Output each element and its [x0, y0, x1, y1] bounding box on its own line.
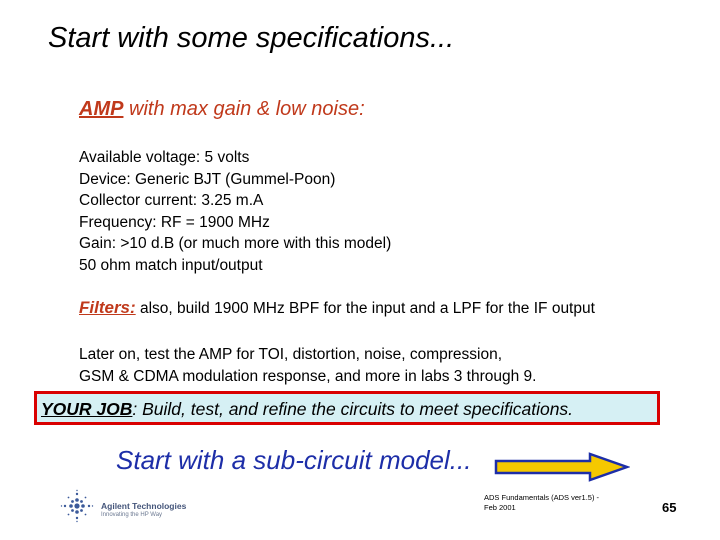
slide-title: Start with some specifications...	[48, 22, 455, 54]
job-description: : Build, test, and refine the circuits to meet specifications.	[132, 399, 574, 419]
job-label: YOUR JOB	[41, 399, 133, 419]
spec-item: 50 ohm match input/output	[79, 256, 263, 274]
logo-tagline: Innovating the HP Way	[101, 512, 163, 518]
filters-text: also, build 1900 MHz BPF for the input and a LPF for the IF output	[135, 300, 595, 317]
job-text	[41, 399, 573, 420]
amp-label: AMP	[79, 98, 124, 120]
footnote: ADS Fundamentals (ADS ver1.5) - Feb 2001	[484, 493, 600, 512]
filters-label: Filters:	[79, 298, 136, 317]
logo-name: Agilent Technologies	[101, 501, 187, 511]
spec-item: Available voltage: 5 volts	[79, 149, 250, 166]
right-arrow-icon	[494, 452, 630, 482]
spec-item: Device: Generic BJT (Gummel-Poon)	[79, 170, 336, 188]
subcircuit-caption: Start with a sub-circuit model...	[116, 445, 472, 475]
later-line: Later on, test the AMP for TOI, distortion, noise, compression,	[79, 346, 503, 363]
amp-heading-text: with max gain & low noise:	[123, 98, 365, 120]
spec-item: Gain: >10 d.B (or much more with this model)	[79, 235, 392, 253]
filters-line	[79, 298, 595, 318]
agilent-spark-icon	[60, 489, 94, 523]
spec-item: Collector current: 3.25 m.A	[79, 192, 264, 210]
spec-item: Frequency: RF = 1900 MHz	[79, 213, 270, 231]
page-number: 65	[662, 500, 677, 515]
spec-list	[79, 147, 391, 277]
later-line: GSM & CDMA modulation response, and more in labs 3 through 9.	[79, 367, 537, 385]
later-paragraph	[79, 344, 537, 387]
amp-heading	[79, 98, 365, 121]
